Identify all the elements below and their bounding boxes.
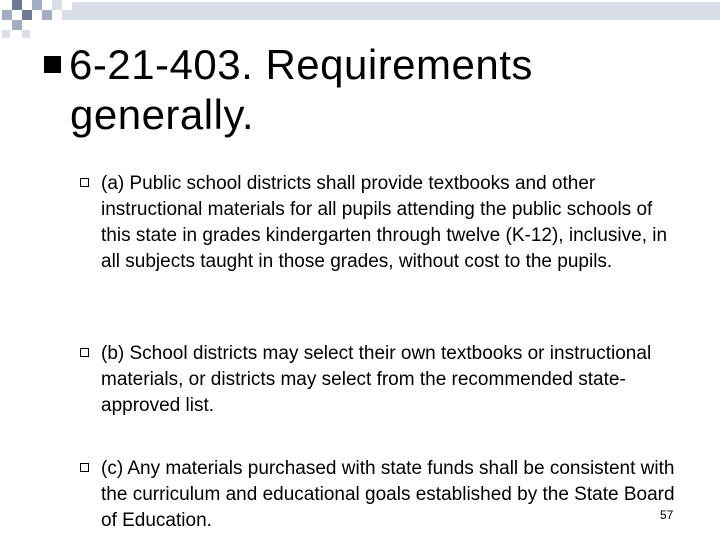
hollow-square-bullet-icon bbox=[80, 348, 89, 357]
list-item-a bbox=[80, 171, 680, 275]
title-line-1: 6-21-403. Requirements bbox=[69, 41, 533, 88]
hollow-square-bullet-icon bbox=[80, 178, 89, 187]
list-item-text: (b) School districts may select their own textbooks or instructional materials, or districts may select from the recommended state-approved list. bbox=[101, 343, 652, 416]
list-item-text: (a) Public school districts shall provide textbooks and other instructional materials for all pupils attending the public schools of this state in grades kindergarten through twelve (K-12), inclusive, in all subjects taught in those grades, without cost to the pupils. bbox=[101, 173, 668, 272]
decorative-square-pattern bbox=[0, 0, 720, 40]
title-line-2: generally. bbox=[70, 91, 254, 138]
page-number: 57 bbox=[660, 508, 674, 522]
list-item-b bbox=[80, 341, 680, 419]
hollow-square-bullet-icon bbox=[80, 463, 89, 472]
title-bullet-icon bbox=[44, 56, 61, 73]
list-item-text: (c) Any materials purchased with state funds shall be consistent with the curriculum and educational goals established by the State Board of Education. bbox=[101, 458, 675, 531]
list-item-c bbox=[80, 456, 680, 534]
page-title bbox=[44, 40, 684, 140]
